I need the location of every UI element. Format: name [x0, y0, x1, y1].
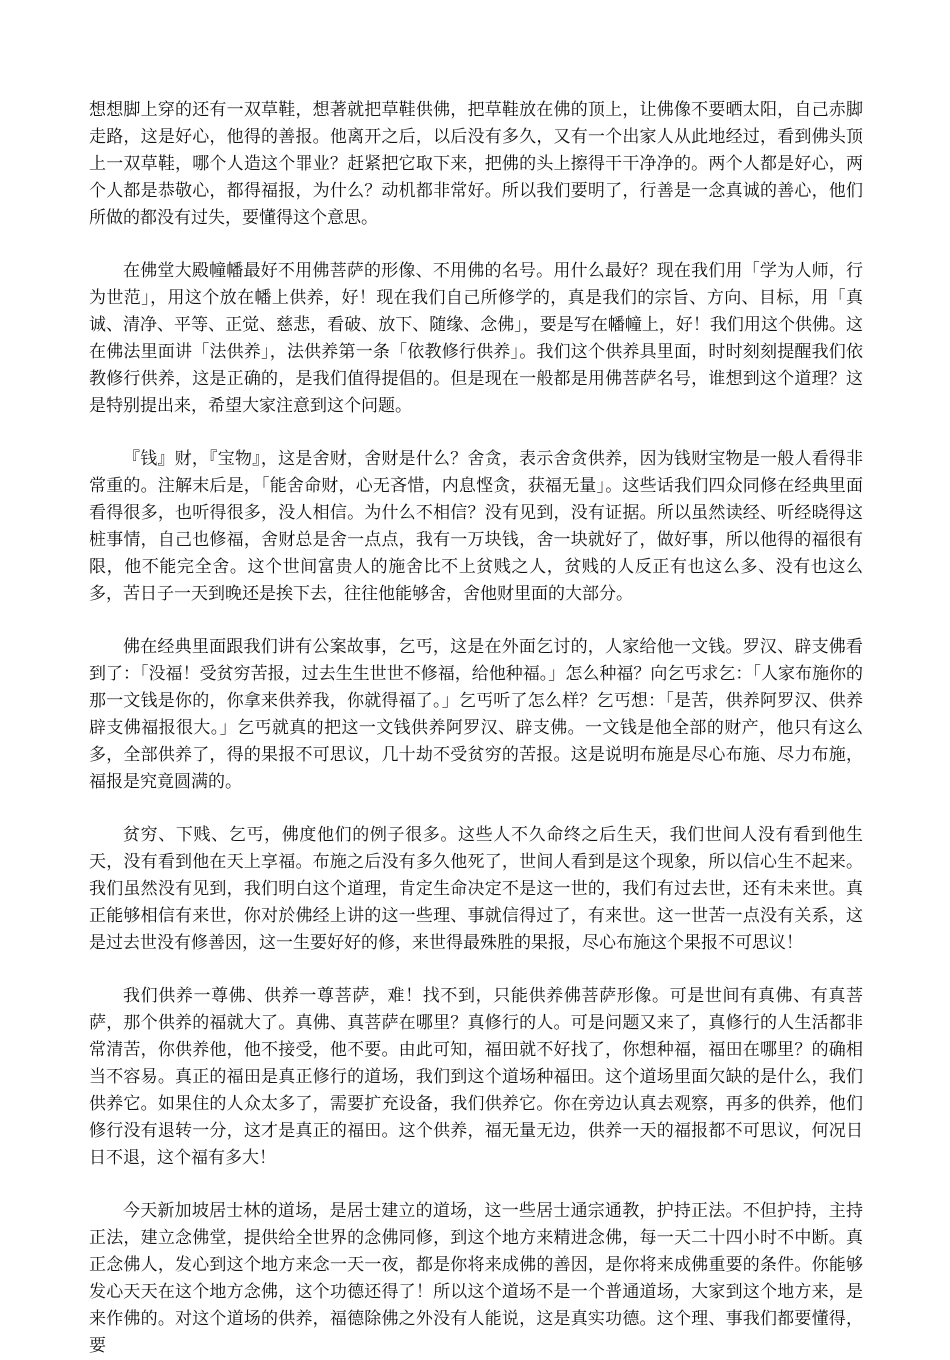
- paragraph-2: 在佛堂大殿幢幡最好不用佛菩萨的形像、不用佛的名号。用什么最好？现在我们用「学为人师，行为世范」，用这个放在幡上供养，好！现在我们自己所修学的，真是我们的宗旨、方向、目标，用「真诚、清净、平等、正觉、慈悲，看破、放下、随缘、念佛」，要是写在幡幢上，好！我们用这个供佛。这在佛法里面讲「法供养」，法供养第一条「依教修行供养」。我们这个供养具里面，时时刻刻提醒我们依教修行供养，这是正确的，是我们值得提倡的。但是现在一般都是用佛菩萨名号，谁想到这个道理？这是特别提出来，希望大家注意到这个问题。: [89, 261, 863, 416]
- paragraph-4: 佛在经典里面跟我们讲有公案故事，乞丐，这是在外面乞讨的，人家给他一文钱。罗汉、辟支佛看到了：「没福！受贫穷苦报，过去生生世世不修福，给他种福。」怎么种福？向乞丐求乞：「人家布施你的那一文钱是你的，你拿来供养我，你就得福了。」乞丐听了怎么样？乞丐想：「是苦，供养阿罗汉、供养辟支佛福报很大。」乞丐就真的把这一文钱供养阿罗汉、辟支佛。一文钱是他全部的财产，他只有这么多，全部供养了，得的果报不可思议，几十劫不受贫穷的苦报。这是说明布施是尽心布施、尽力布施，福报是究竟圆满的。: [89, 637, 863, 792]
- document-body: [89, 97, 863, 1360]
- paragraph-1: 想想脚上穿的还有一双草鞋，想著就把草鞋供佛，把草鞋放在佛的顶上，让佛像不要晒太阳，自己赤脚走路，这是好心，他得的善报。他离开之后，以后没有多久，又有一个出家人从此地经过，看到佛头顶上一双草鞋，哪个人造这个罪业？赶紧把它取下来，把佛的头上擦得干干净净的。两个人都是好心，两个人都是恭敬心，都得福报，为什么？动机都非常好。所以我们要明了，行善是一念真诚的善心，他们所做的都没有过失，要懂得这个意思。: [89, 100, 863, 228]
- paragraph-5: 贫穷、下贱、乞丐，佛度他们的例子很多。这些人不久命终之后生天，我们世间人没有看到他生天，没有看到他在天上享福。布施之后没有多久他死了，世间人看到是这个现象，所以信心生不起来。我们虽然没有见到，我们明白这个道理，肯定生命决定不是这一世的，我们有过去世，还有未来世。真正能够相信有来世，你对於佛经上讲的这一些理、事就信得过了，有来世。这一世苦一点没有关系，这是过去世没有修善因，这一生要好好的修，来世得最殊胜的果报，尽心布施这个果报不可思议！: [89, 825, 863, 953]
- paragraph-3: 『钱』财，『宝物』，这是舍财，舍财是什么？舍贪，表示舍贪供养，因为钱财宝物是一般人看得非常重的。注解末后是，「能舍命财，心无吝惜，内息悭贪，获福无量」。这些话我们四众同修在经典里面看得很多，也听得很多，没人相信。为什么不相信？没有见到，没有证据。所以虽然读经、听经晓得这桩事情，自己也修福，舍财总是舍一点点，我有一万块钱，舍一块就好了，做好事，所以他得的福很有限，他不能完全舍。这个世间富贵人的施舍比不上贫贱之人，贫贱的人反正有也这么多、没有也这么多，苦日子一天到晚还是挨下去，往往他能够舍，舍他财里面的大部分。: [89, 449, 863, 604]
- paragraph-6: 我们供养一尊佛、供养一尊菩萨，难！找不到，只能供养佛菩萨形像。可是世间有真佛、有真菩萨，那个供养的福就大了。真佛、真菩萨在哪里？真修行的人。可是问题又来了，真修行的人生活都非常清苦，你供养他，他不接受，他不要。由此可知，福田就不好找了，你想种福，福田在哪里？的确相当不容易。真正的福田是真正修行的道场，我们到这个道场种福田。这个道场里面欠缺的是什么，我们供养它。如果住的人众太多了，需要扩充设备，我们供养它。你在旁边认真去观察，再多的供养，他们修行没有退转一分，这才是真正的福田。这个供养，福无量无边，供养一天的福报都不可思议，何况日日不退，这个福有多大！: [89, 986, 863, 1168]
- paragraph-7: 今天新加坡居士林的道场，是居士建立的道场，这一些居士通宗通教，护持正法。不但护持，主持正法，建立念佛堂，提供给全世界的念佛同修，到这个地方来精进念佛，每一天二十四小时不中断。真正念佛人，发心到这个地方来念一天一夜，都是你将来成佛的善因，是你将来成佛重要的条件。你能够发心天天在这个地方念佛，这个功德还得了！所以这个道场不是一个普通道场，大家到这个地方来，是来作佛的。对这个道场的供养，福德除佛之外没有人能说，这是真实功德。这个理、事我们都要懂得，要: [89, 1201, 863, 1356]
